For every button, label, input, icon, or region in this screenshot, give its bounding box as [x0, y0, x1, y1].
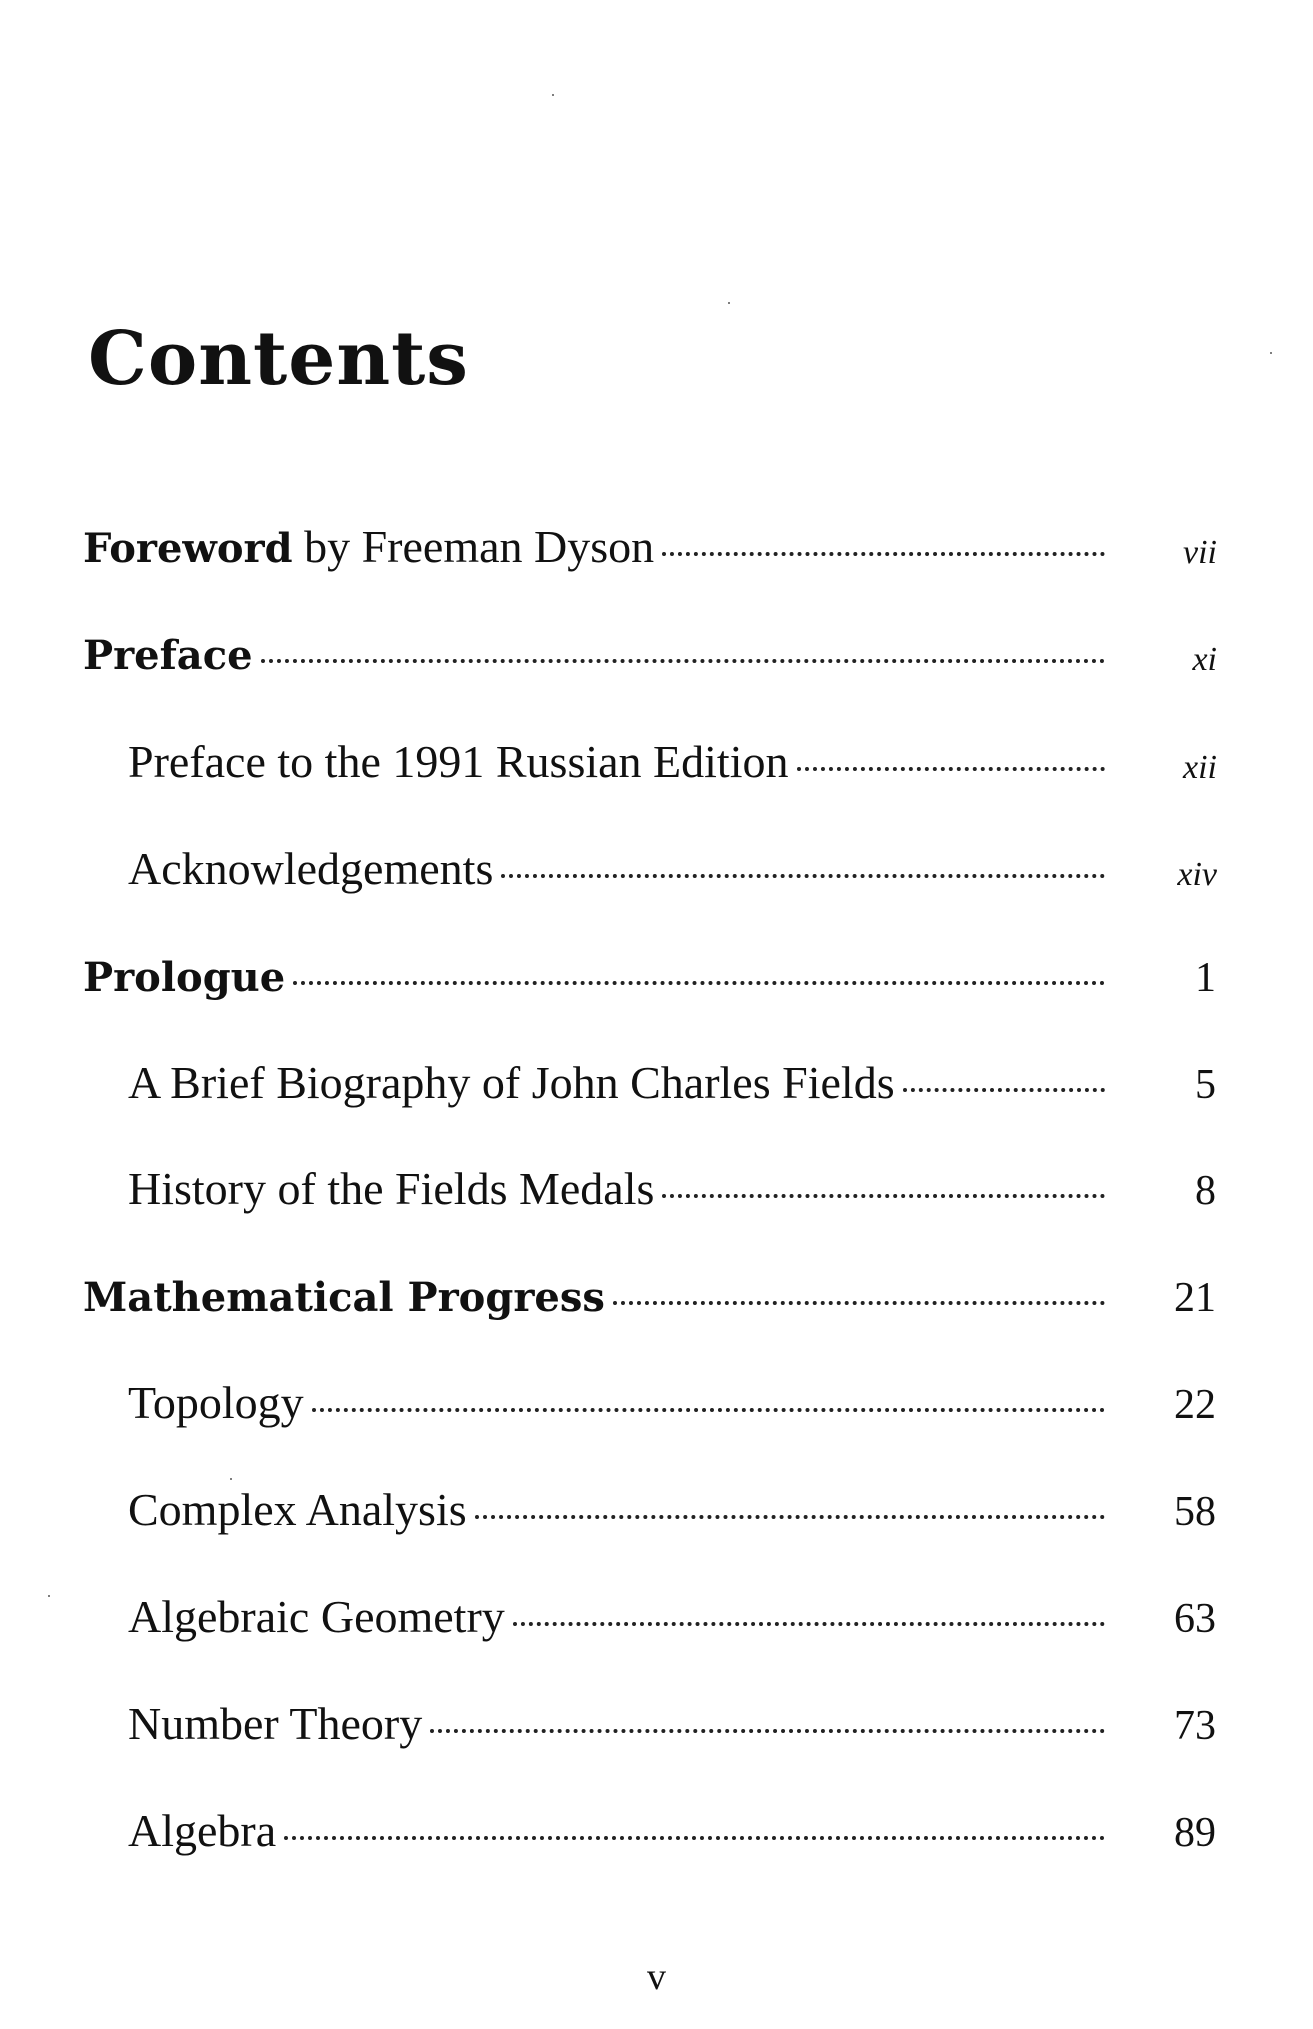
toc-entry-text: Algebra: [128, 1805, 277, 1856]
dot-leader: [312, 1408, 1105, 1412]
scan-speck: [230, 1478, 232, 1480]
toc-entry-strong-title: Mathematical Progress: [83, 1274, 605, 1321]
toc-page-number: 89: [1174, 1810, 1216, 1856]
toc-entry-text: Preface to the 1991 Russian Edition: [128, 736, 789, 787]
toc-page-number: 22: [1174, 1382, 1216, 1428]
dot-leader: [613, 1301, 1105, 1305]
toc-page-number: vii: [1183, 534, 1217, 571]
toc-page-number: xi: [1192, 641, 1217, 678]
toc-entry-text: History of the Fields Medals: [128, 1163, 655, 1214]
toc-page-number: xiv: [1177, 856, 1217, 893]
toc-entry-strong-title: Preface: [83, 632, 253, 679]
toc-entry[interactable]: [0, 1695, 1313, 1755]
toc-entry-title: [128, 736, 789, 787]
toc-entry[interactable]: [0, 518, 1313, 578]
toc-entry-title: [128, 1163, 655, 1214]
toc-entry[interactable]: [0, 947, 1313, 1007]
toc-entry[interactable]: [0, 733, 1313, 793]
toc-page-number: 21: [1174, 1275, 1216, 1321]
toc-entry-title: [83, 631, 253, 677]
scan-speck: [48, 1595, 50, 1597]
toc-entry-text: by Freeman Dyson: [292, 521, 655, 572]
dot-leader: [662, 1194, 1105, 1198]
page-folio: v: [647, 1956, 666, 1998]
toc-entry[interactable]: [0, 1802, 1313, 1862]
toc-entry[interactable]: [0, 1374, 1313, 1434]
dot-leader: [430, 1729, 1105, 1733]
toc-entry-title: [83, 953, 285, 999]
toc-entry-title: [83, 521, 655, 572]
toc-entry-title: [128, 1377, 304, 1428]
toc-entry-strong-title: Foreword: [83, 525, 293, 572]
page-title: Contents: [88, 316, 469, 402]
toc-entry[interactable]: [0, 1481, 1313, 1541]
toc-entry-text: Acknowledgements: [128, 843, 494, 894]
toc-entry-title: [128, 843, 494, 894]
dot-leader: [501, 874, 1105, 878]
toc-page-number: 8: [1195, 1168, 1216, 1214]
toc-entry-text: Complex Analysis: [128, 1484, 467, 1535]
toc-entry-strong-title: Prologue: [83, 954, 286, 1001]
dot-leader: [513, 1622, 1105, 1626]
toc-entry-title: [128, 1591, 505, 1642]
toc-page-number: 1: [1195, 955, 1216, 1001]
scan-speck: [728, 302, 730, 304]
toc-entry[interactable]: [0, 1267, 1313, 1327]
dot-leader: [797, 767, 1105, 771]
dot-leader: [475, 1515, 1105, 1519]
toc-entry-text: Topology: [128, 1377, 304, 1428]
scan-speck: [1270, 352, 1272, 354]
toc-entry[interactable]: [0, 1588, 1313, 1648]
toc-entry[interactable]: [0, 1160, 1313, 1220]
toc-page-number: 73: [1174, 1703, 1216, 1749]
toc-entry-title: [128, 1057, 895, 1108]
dot-leader: [261, 659, 1105, 663]
toc-entry[interactable]: [0, 1054, 1313, 1114]
toc-entry[interactable]: [0, 840, 1313, 900]
toc-entry-title: [128, 1484, 467, 1535]
scan-speck: [552, 94, 554, 96]
toc-page-number: 5: [1195, 1062, 1216, 1108]
toc-entry-title: [83, 1273, 605, 1319]
toc-entry[interactable]: [0, 625, 1313, 685]
toc-page-number: 63: [1174, 1596, 1216, 1642]
toc-page-number: 58: [1174, 1489, 1216, 1535]
dot-leader: [903, 1088, 1105, 1092]
dot-leader: [293, 981, 1105, 985]
toc-page-number: xii: [1183, 749, 1217, 786]
toc-entry-text: A Brief Biography of John Charles Fields: [128, 1057, 895, 1108]
dot-leader: [662, 552, 1105, 556]
toc-entry-text: Algebraic Geometry: [128, 1591, 505, 1642]
toc-entry-title: [128, 1698, 423, 1749]
toc-entry-text: Number Theory: [128, 1698, 423, 1749]
toc-entry-title: [128, 1805, 277, 1856]
dot-leader: [284, 1836, 1105, 1840]
